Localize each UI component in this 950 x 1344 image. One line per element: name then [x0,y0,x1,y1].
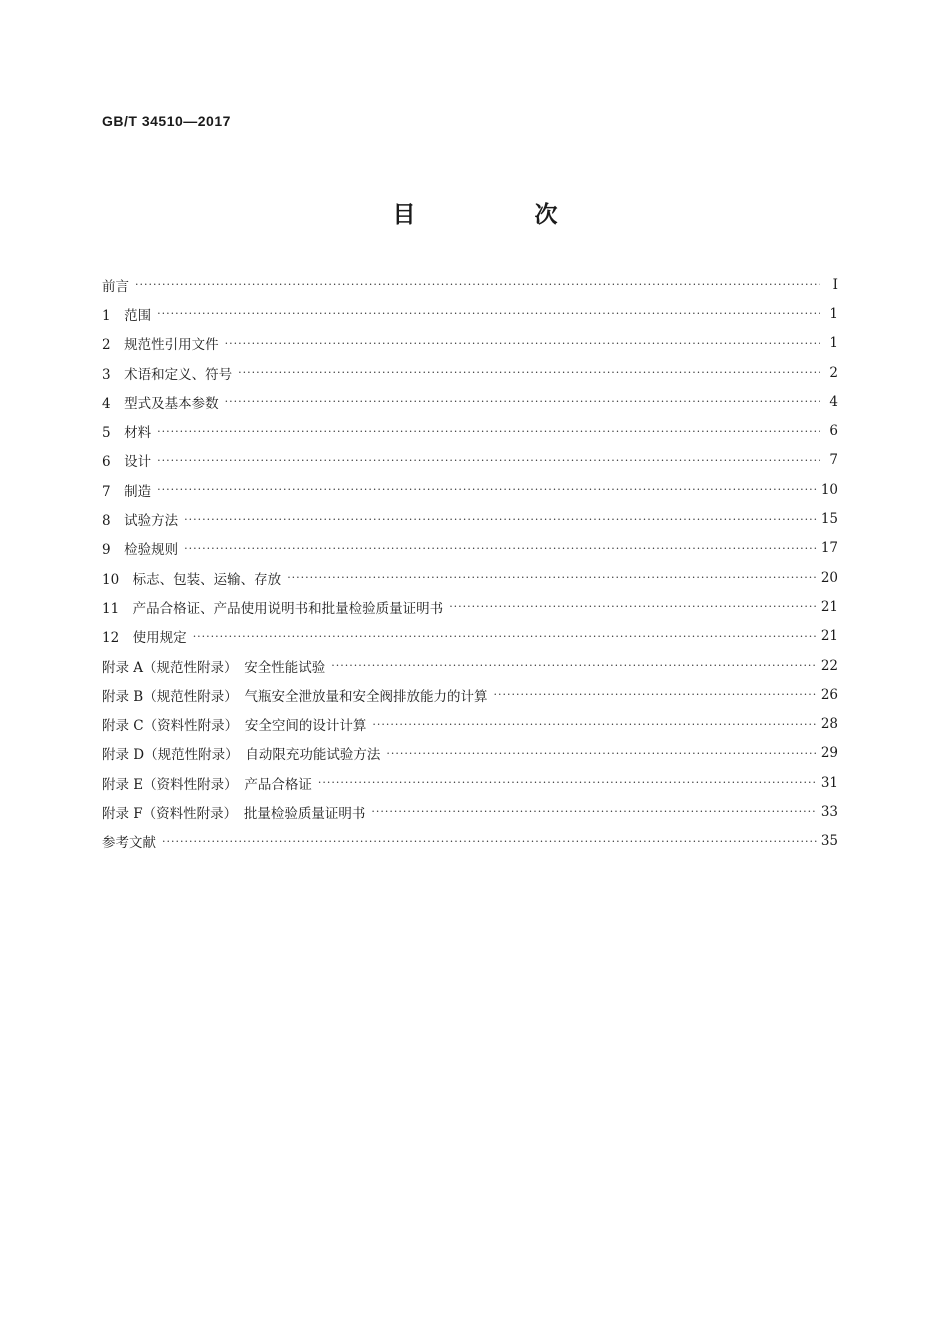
toc-entry[interactable] [102,504,838,533]
toc-entry[interactable] [102,563,838,592]
toc-dot-leader [493,689,816,700]
toc-entry[interactable] [102,534,838,563]
toc-entry-page: 22 [820,657,838,674]
toc-entry-page: 29 [820,745,838,762]
standard-code: GB/T 34510—2017 [102,113,231,129]
toc-entry-page: 2 [829,364,838,381]
toc-entry[interactable] [102,622,838,651]
toc-entry-page: 7 [829,452,838,469]
toc-entry-page: 1 [829,335,838,352]
toc-dot-leader [371,806,816,817]
toc-dot-leader [372,719,816,730]
toc-entry-page: 4 [829,393,838,410]
toc-entry-label: 10 标志、包装、运输、存放 [102,571,282,588]
toc-entry-page: 31 [820,774,838,791]
toc-dot-leader [449,601,817,612]
toc-entry-page: Ⅰ [832,276,838,293]
toc-entry-label: 附录 E（资料性附录） 产品合格证 [102,776,312,793]
toc-entry[interactable] [102,329,838,358]
toc-dot-leader [184,543,817,554]
toc-entry[interactable] [102,475,838,504]
toc-entry-label: 2 规范性引用文件 [102,337,219,354]
toc-entry-label: 附录 B（规范性附录） 气瓶安全泄放量和安全阀排放能力的计算 [102,688,488,705]
toc-entry-label: 前言 [102,278,129,295]
toc-entry-page: 28 [820,716,838,733]
toc-entry-label: 12 使用规定 [102,630,187,647]
toc-entry[interactable] [102,768,838,797]
page-title: 目 次 [392,202,606,228]
toc-dot-leader [225,396,820,407]
toc-entry[interactable] [102,592,838,621]
toc-entry[interactable] [102,358,838,387]
toc-entry-page: 21 [820,598,838,615]
toc-entry-page: 15 [820,511,838,528]
toc-entry[interactable] [102,299,838,328]
table-of-contents [102,270,838,856]
toc-entry-label: 附录 C（资料性附录） 安全空间的设计计算 [102,718,367,735]
toc-entry[interactable] [102,797,838,826]
toc-entry[interactable] [102,709,838,738]
toc-entry-page: 35 [820,833,838,850]
toc-entry-label: 附录 F（资料性附录） 批量检验质量证明书 [102,805,366,822]
toc-entry-page: 10 [820,481,838,498]
toc-dot-leader [386,748,816,759]
toc-dot-leader [225,338,820,349]
toc-entry-page: 17 [820,540,838,557]
toc-dot-leader [162,836,817,847]
toc-entry-label: 8 试验方法 [102,513,179,530]
toc-entry-label: 4 型式及基本参数 [102,395,219,412]
toc-dot-leader [331,660,817,671]
toc-dot-leader [238,367,820,378]
toc-dot-leader [157,455,820,466]
toc-entry[interactable] [102,651,838,680]
toc-dot-leader [184,514,817,525]
toc-dot-leader [157,426,820,437]
toc-entry[interactable] [102,387,838,416]
toc-dot-leader [135,279,820,290]
toc-dot-leader [193,631,817,642]
toc-dot-leader [157,308,820,319]
toc-dot-leader [287,572,817,583]
toc-entry[interactable] [102,739,838,768]
toc-entry-page: 6 [829,423,838,440]
toc-entry-label: 3 术语和定义、符号 [102,366,233,383]
toc-entry-label: 参考文献 [102,835,156,852]
toc-entry-label: 附录 A（规范性附录） 安全性能试验 [102,659,326,676]
toc-entry[interactable] [102,827,838,856]
toc-entry[interactable] [102,680,838,709]
toc-entry-label: 7 制造 [102,483,152,500]
toc-entry-label: 5 材料 [102,425,152,442]
toc-entry-label: 9 检验规则 [102,542,179,559]
toc-entry-label: 附录 D（规范性附录） 自动限充功能试验方法 [102,747,381,764]
toc-entry-page: 26 [820,686,838,703]
toc-entry[interactable] [102,270,838,299]
toc-entry-page: 1 [829,305,838,322]
toc-entry-page: 21 [820,628,838,645]
toc-entry[interactable] [102,416,838,445]
toc-entry-label: 6 设计 [102,454,152,471]
toc-entry-page: 20 [820,569,838,586]
toc-entry-label: 11 产品合格证、产品使用说明书和批量检验质量证明书 [102,600,444,617]
toc-entry[interactable] [102,446,838,475]
toc-dot-leader [318,777,817,788]
toc-entry-page: 33 [820,803,838,820]
toc-entry-label: 1 范围 [102,307,152,324]
toc-dot-leader [157,484,817,495]
